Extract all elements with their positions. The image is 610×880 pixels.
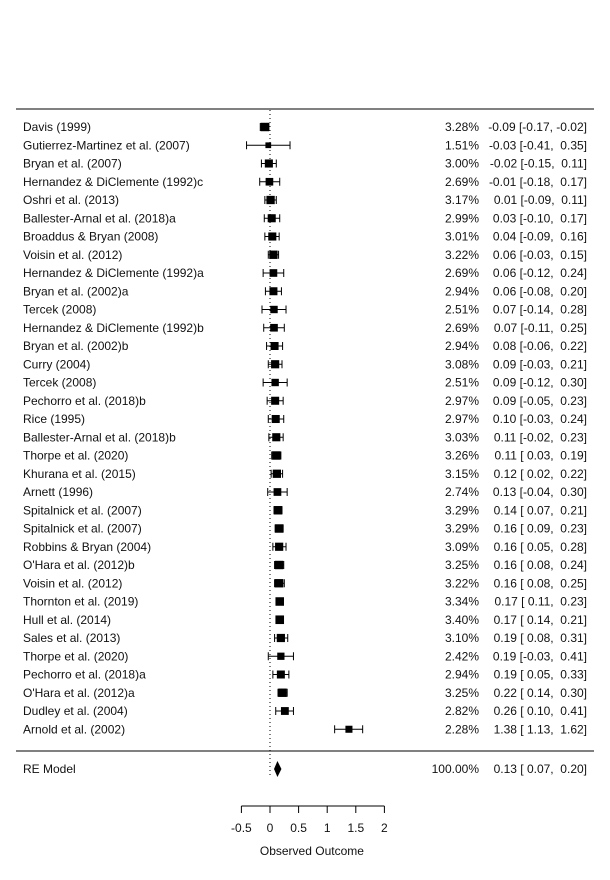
point-estimate-square [266,196,274,204]
study-label: Thorpe et al. (2020) [23,649,129,664]
study-weight: 2.51% [444,302,479,317]
study-estimate-ci: 0.10 [-0.03, 0.24] [492,412,587,426]
study-label: Khurana et al. (2015) [23,466,136,481]
study-row [23,157,587,171]
study-estimate-ci: 0.17 [ 0.14, 0.21] [493,612,587,627]
summary-weight: 100.00% [431,762,479,776]
study-label: Dudley et al. (2004) [23,704,128,718]
point-estimate-square [275,561,283,569]
point-estimate-square [265,142,271,148]
study-row [23,230,587,244]
study-estimate-ci: 0.09 [-0.05, 0.23] [492,393,587,408]
study-weight: 2.69% [444,320,479,335]
point-estimate-square [275,615,284,624]
point-estimate-square [269,251,277,259]
study-estimate-ci: 0.16 [ 0.09, 0.23] [493,521,587,536]
point-estimate-square [281,707,289,715]
study-row [23,303,587,317]
study-estimate-ci: 0.07 [-0.14, 0.28] [492,302,587,317]
study-label: Spitalnick et al. (2007) [23,521,142,536]
study-estimate-ci: -0.01 [-0.18, 0.17] [488,174,587,189]
study-label: Curry (2004) [23,357,91,372]
study-label: Rice (1995) [23,412,86,426]
study-weight: 3.08% [444,357,479,372]
study-row [23,138,587,152]
study-estimate-ci: 0.13 [-0.04, 0.30] [492,485,587,499]
study-weight: 3.25% [444,558,479,572]
x-tick-label: 1.5 [347,821,365,835]
point-estimate-square [277,653,284,660]
study-label: Arnold et al. (2002) [23,722,126,737]
study-weight: 2.69% [444,174,479,189]
study-rows [23,120,587,736]
study-weight: 3.34% [444,594,479,609]
study-row [23,722,587,736]
study-label: Pechorro et al. (2018)a [23,667,146,682]
study-estimate-ci: 0.14 [ 0.07, 0.21] [493,503,587,518]
point-estimate-square [271,379,278,386]
study-weight: 1.51% [444,138,479,153]
x-axis [231,806,388,835]
point-estimate-square [273,470,281,478]
point-estimate-square [266,178,274,186]
study-row [23,120,587,134]
study-weight: 3.22% [444,576,479,591]
study-estimate-ci: 0.16 [ 0.05, 0.28] [493,539,587,554]
study-label: Gutierrez-Martinez et al. (2007) [23,138,190,153]
study-row [23,175,587,189]
study-label: O'Hara et al. (2012)a [23,685,135,700]
study-weight: 2.94% [444,667,479,682]
study-estimate-ci: 0.04 [-0.09, 0.16] [492,229,587,244]
study-label: Ballester-Arnal et al. (2018)b [23,430,176,445]
study-weight: 2.99% [444,211,479,226]
study-estimate-ci: 0.06 [-0.12, 0.24] [492,266,587,280]
study-row [23,321,587,335]
study-row [23,412,587,426]
study-estimate-ci: 0.09 [-0.12, 0.30] [492,375,587,390]
study-row [23,357,587,371]
point-estimate-square [271,342,279,350]
study-weight: 2.82% [444,704,479,718]
point-estimate-square [270,269,278,277]
study-row [23,430,587,444]
study-label: Voisin et al. (2012) [23,576,123,591]
point-estimate-square [271,360,279,368]
study-weight: 2.42% [444,649,479,664]
study-weight: 2.97% [444,412,479,426]
study-estimate-ci: 0.19 [ 0.05, 0.33] [493,667,587,682]
study-weight: 3.10% [444,631,479,645]
x-tick-label: -0.5 [231,821,252,835]
study-label: Bryan et al. (2002)a [23,284,129,299]
point-estimate-square [271,397,279,405]
point-estimate-square [274,488,282,496]
point-estimate-square [275,543,283,551]
study-weight: 3.26% [444,448,479,463]
study-weight: 3.03% [444,430,479,445]
study-estimate-ci: 0.16 [ 0.08, 0.25] [493,576,587,591]
study-row [23,704,587,718]
point-estimate-square [261,123,269,131]
summary-estimate-ci: 0.13 [ 0.07, 0.20] [493,762,587,776]
study-weight: 3.15% [444,466,479,481]
point-estimate-square [277,634,285,642]
study-row [23,339,587,353]
summary-label: RE Model [23,762,76,776]
study-weight: 3.09% [444,539,479,554]
point-estimate-square [345,726,352,733]
study-row [23,503,587,517]
study-estimate-ci: 0.06 [-0.08, 0.20] [492,284,587,299]
study-estimate-ci: 0.12 [ 0.02, 0.22] [493,466,587,481]
x-tick-label: 1 [323,821,331,835]
point-estimate-square [277,671,285,679]
x-tick-label: 2 [381,821,388,835]
study-label: Davis (1999) [23,120,92,134]
study-row [23,284,587,298]
study-estimate-ci: 0.07 [-0.11, 0.25] [493,320,587,335]
study-row [23,467,587,481]
study-label: Voisin et al. (2012) [23,247,123,262]
point-estimate-square [268,214,276,222]
point-estimate-square [278,689,286,697]
point-estimate-square [270,306,277,313]
study-row [23,211,587,225]
study-label: Ballester-Arnal et al. (2018)a [23,211,176,226]
point-estimate-square [274,506,282,514]
study-label: Robbins & Bryan (2004) [23,539,152,554]
study-row [23,595,587,609]
point-estimate-square [265,159,273,167]
study-label: Sales et al. (2013) [23,631,121,645]
study-weight: 2.94% [444,284,479,299]
study-estimate-ci: 0.26 [ 0.10, 0.41] [493,704,587,718]
study-estimate-ci: 0.19 [ 0.08, 0.31] [493,631,587,645]
study-estimate-ci: 0.22 [ 0.14, 0.30] [493,685,587,700]
study-weight: 2.51% [444,375,479,390]
study-estimate-ci: 0.09 [-0.03, 0.21] [492,357,587,372]
study-weight: 3.40% [444,612,479,627]
study-label: Spitalnick et al. (2007) [23,503,142,518]
study-estimate-ci: -0.09 [-0.17, -0.02] [488,120,587,134]
study-estimate-ci: 0.11 [ 0.03, 0.19] [494,448,587,463]
study-weight: 2.69% [444,266,479,280]
study-label: Tercek (2008) [23,375,97,390]
study-estimate-ci: 0.17 [ 0.11, 0.23] [494,594,587,609]
study-estimate-ci: 0.01 [-0.09, 0.11] [493,193,587,207]
study-row [23,193,587,207]
study-weight: 2.97% [444,393,479,408]
point-estimate-square [272,451,280,459]
study-weight: 3.29% [444,521,479,536]
study-estimate-ci: -0.02 [-0.15, 0.11] [489,156,587,171]
study-weight: 3.29% [444,503,479,518]
point-estimate-square [275,579,283,587]
study-row [23,248,587,262]
study-row [23,668,587,682]
study-estimate-ci: -0.03 [-0.41, 0.35] [488,138,587,153]
study-weight: 2.94% [444,339,479,353]
summary-diamond [274,761,281,777]
study-label: Arnett (1996) [23,485,94,499]
study-row [23,485,587,499]
point-estimate-square [268,232,276,240]
study-label: Bryan et al. (2007) [23,156,122,171]
study-label: Bryan et al. (2002)b [23,339,129,353]
study-weight: 3.25% [444,685,479,700]
study-estimate-ci: 0.03 [-0.10, 0.17] [492,211,587,226]
study-row [23,522,587,536]
study-row [23,613,587,627]
x-tick-label: 0.5 [290,821,307,835]
study-weight: 3.01% [444,229,479,244]
study-label: Hull et al. (2014) [23,612,112,627]
study-row [23,266,587,280]
study-estimate-ci: 1.38 [ 1.13, 1.62] [493,722,587,737]
x-tick-label: 0 [266,821,274,835]
study-row [23,649,587,663]
study-label: Thorpe et al. (2020) [23,448,129,463]
study-row [23,631,587,645]
study-label: Thornton et al. (2019) [23,594,139,609]
study-label: Hernandez & DiClemente (1992)a [23,266,204,280]
study-row [23,558,587,572]
study-label: Hernandez & DiClemente (1992)c [23,174,204,189]
study-weight: 2.28% [444,722,479,737]
study-row [23,376,587,390]
study-weight: 3.17% [444,193,479,207]
study-estimate-ci: 0.16 [ 0.08, 0.24] [493,558,587,572]
point-estimate-square [272,433,280,441]
study-row [23,686,587,700]
study-estimate-ci: 0.06 [-0.03, 0.15] [492,247,587,262]
study-weight: 3.28% [444,120,479,134]
study-weight: 3.22% [444,247,479,262]
point-estimate-square [272,415,280,423]
study-row [23,449,587,463]
study-label: Hernandez & DiClemente (1992)b [23,320,204,335]
study-estimate-ci: 0.11 [-0.02, 0.23] [493,430,587,445]
study-label: O'Hara et al. (2012)b [23,558,135,572]
point-estimate-square [269,287,277,295]
study-estimate-ci: 0.19 [-0.03, 0.41] [492,649,587,664]
study-label: Oshri et al. (2013) [23,193,120,207]
summary-row [23,761,587,777]
point-estimate-square [275,597,284,606]
study-label: Pechorro et al. (2018)b [23,393,146,408]
study-row [23,540,587,554]
study-label: Broaddus & Bryan (2008) [23,229,159,244]
x-axis-label: Observed Outcome [259,844,364,858]
point-estimate-square [270,324,278,332]
study-weight: 2.74% [444,485,479,499]
study-estimate-ci: 0.08 [-0.06, 0.22] [492,339,587,353]
study-label: Tercek (2008) [23,302,97,317]
point-estimate-square [275,524,283,532]
study-weight: 3.00% [444,156,479,171]
study-row [23,394,587,408]
study-row [23,576,587,590]
